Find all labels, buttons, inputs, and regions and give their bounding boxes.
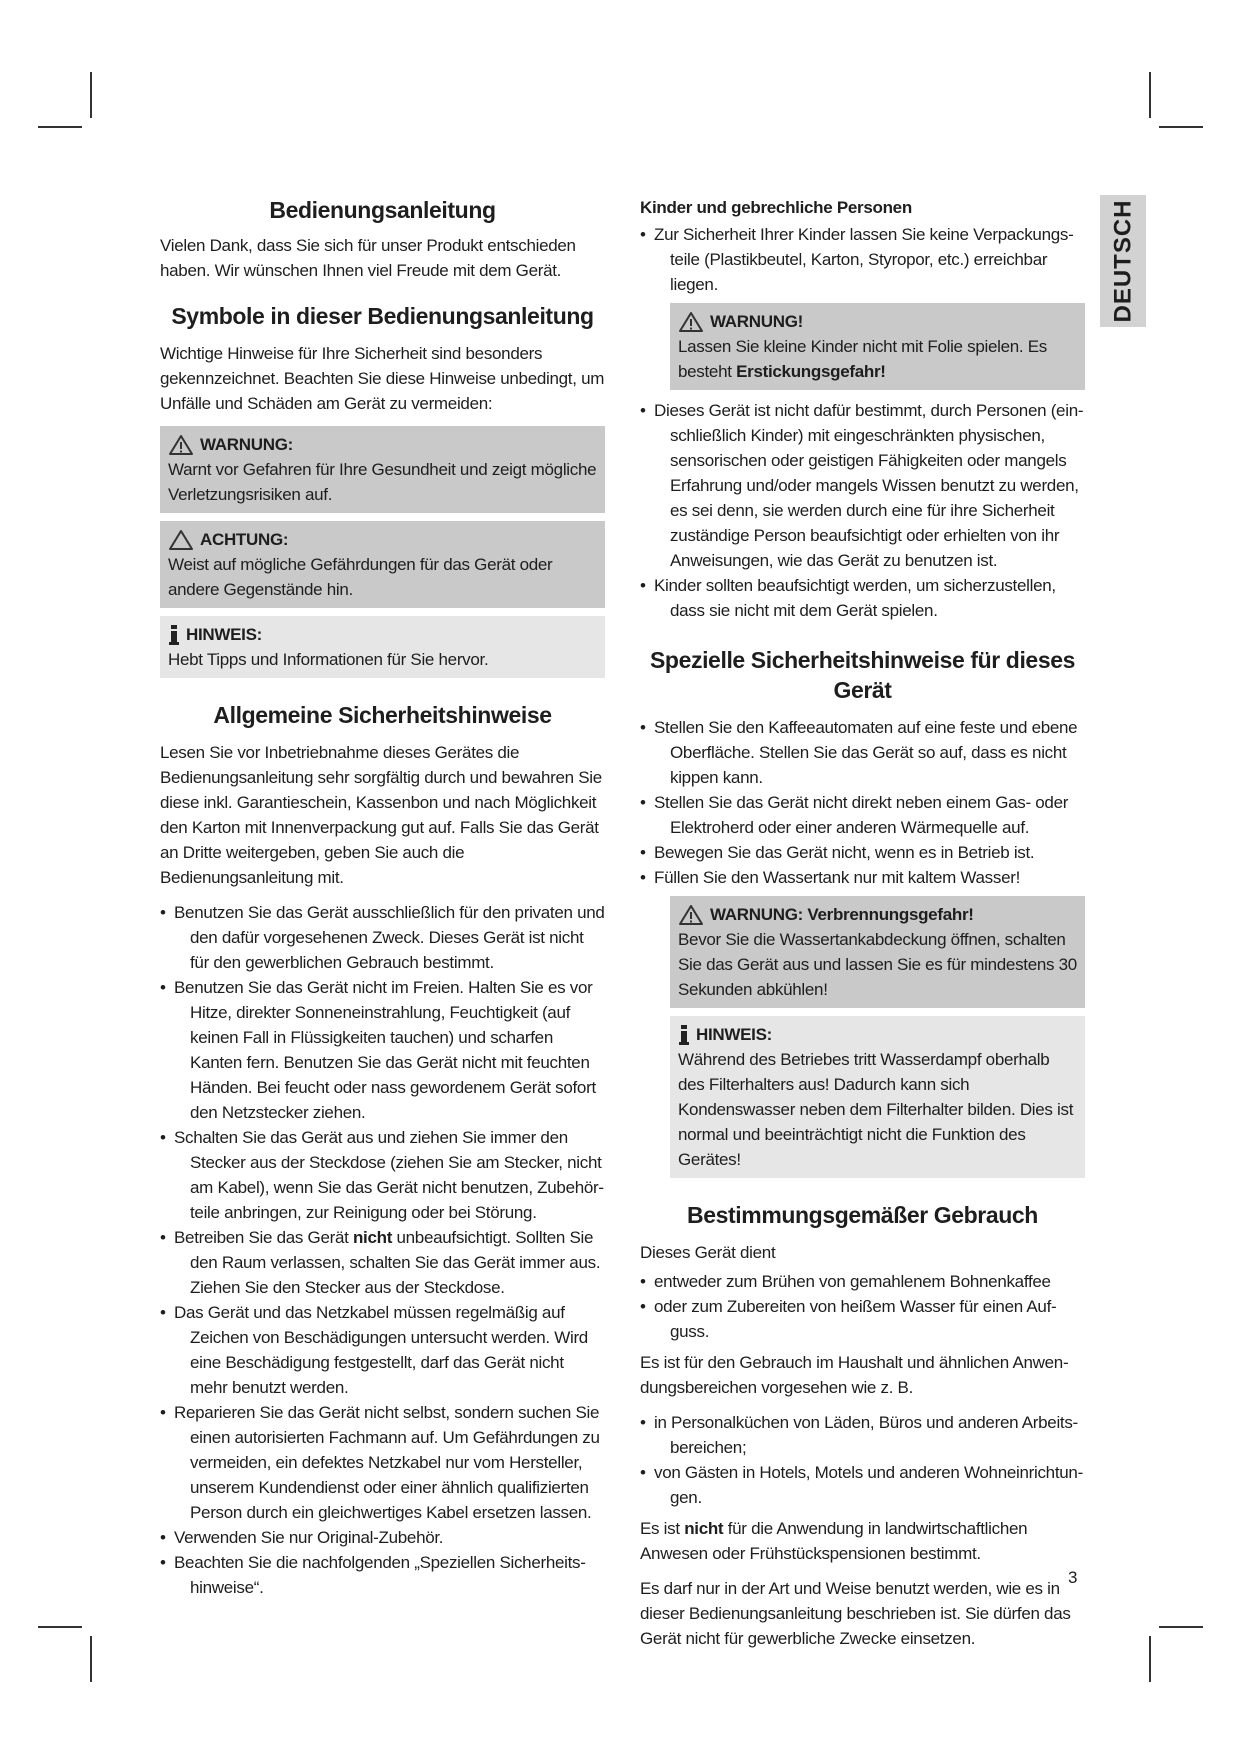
suffocation-warning-box [670, 303, 1085, 390]
children-heading: Kinder und gebrechliche Personen [640, 198, 912, 217]
crop-mark [38, 1626, 82, 1628]
caution-triangle-icon [168, 529, 194, 551]
steam-hint-text: Während des Betriebes tritt Wasserdampf oberhalb des Filterhalters aus! Dadurch kann sich Kondenswasser neben dem Filterhalter bilden. Dies ist normal und beeinträchtigt nicht die Funktion des Gerätes! [678, 1050, 1074, 1169]
list-item-text: Betreiben Sie das Gerät [174, 1228, 353, 1247]
list-item: • Das Gerät und das Netzkabel müssen regelmäßig auf Zeichen von Beschädigungen untersucht werden. Wird eine Beschädigung festgestellt, darf das Gerät nicht mehr benutzt werden. [160, 1300, 605, 1400]
hint-box [160, 616, 605, 678]
list-item: • entweder zum Brühen von gemahlenem Bohnenkaffee [640, 1269, 1085, 1294]
hint-box-header [168, 622, 597, 647]
list-item: • Stellen Sie das Gerät nicht direkt neben einem Gas- oder Elektroherd oder einer anderen Wärmequelle auf. [640, 790, 1085, 840]
steam-hint-box [670, 1016, 1085, 1178]
list-item: • Benutzen Sie das Gerät ausschließlich für den privaten und den dafür vorgesehenen Zweck. Dieses Gerät ist nicht für den gewerblichen Gebrauch bestimmt. [160, 900, 605, 975]
steam-hint-title: HINWEIS: [696, 1025, 772, 1044]
list-item: • Kinder sollten beaufsichtigt werden, um sicherzustellen, dass sie nicht mit dem Gerät spielen. [640, 573, 1085, 623]
language-tab-label: DEUTSCH [1109, 199, 1137, 323]
special-safety-list [640, 715, 1085, 890]
symbols-text: Wichtige Hinweise für Ihre Sicherheit sind besonders gekennzeichnet. Beachten Sie diese Hinweise unbedingt, um Unfälle und Schäden am Gerät zu vermeiden: [160, 344, 605, 413]
general-safety-list [160, 900, 605, 1600]
burn-warning-header [678, 902, 1077, 927]
caution-box-title: ACHTUNG: [200, 530, 289, 549]
warning-box-title: WARNUNG: [200, 435, 293, 454]
caution-box-text: Weist auf mögliche Gefährdungen für das Gerät oder andere Gegenstände hin. [168, 555, 553, 599]
list-item: • von Gästen in Hotels, Motels und anderen Wohneinrichtungen. [640, 1460, 1085, 1510]
caution-box-header [168, 527, 597, 552]
crop-mark [1149, 72, 1151, 118]
not-intended-text [640, 1516, 1085, 1566]
list-item: • oder zum Zubereiten von heißem Wasser für einen Aufguss. [640, 1294, 1085, 1344]
crop-mark [90, 72, 92, 118]
warning-box-header [168, 432, 597, 457]
list-item: • Reparieren Sie das Gerät nicht selbst, sondern suchen Sie einen autorisierten Fachmann auf. Um Gefährdungen zu vermeiden, ein defektes Netzkabel nur vom Hersteller, unserem Kundendienst oder einer ähnlich qualifizierten Person durch ein gleichwertiges Kabel ersetzen lassen. [160, 1400, 605, 1525]
warning-triangle-icon [678, 904, 704, 926]
list-item: • Bewegen Sie das Gerät nicht, wenn es in Betrieb ist. [640, 840, 1085, 865]
manual-title: Bedienungsanleitung [269, 197, 496, 223]
page-number: 3 [1068, 1568, 1078, 1587]
list-item-bold: nicht [352, 1228, 393, 1247]
intended-use-list [640, 1269, 1085, 1344]
crop-mark [1159, 126, 1203, 128]
list-item: • Dieses Gerät ist nicht dafür bestimmt, durch Personen (einschließlich Kinder) mit eingeschränkten physischen, sensorischen oder geistigen Fähigkeiten oder mangels Erfahrung und/oder mangels Wissen benutzt zu werden, es sei denn, sie werden durch eine für ihre Sicherheit zuständige Person beaufsichtigt oder erhielten von ihr Anweisungen, wie das Gerät zu benutzen ist. [640, 398, 1085, 573]
list-item: • Verwenden Sie nur Original-Zubehör. [160, 1525, 605, 1550]
info-icon [678, 1025, 690, 1045]
suffocation-warning-header [678, 309, 1077, 334]
not-intended-text-post: für die Anwendung in landwirtschaftlichen Anwesen oder Frühstückspensionen bestimmt. [640, 1519, 1028, 1563]
warning-triangle-icon [168, 434, 194, 456]
general-safety-heading: Allgemeine Sicherheitshinweise [213, 702, 552, 728]
not-intended-emphasis: nicht [684, 1519, 724, 1538]
burn-warning-box [670, 896, 1085, 1008]
list-item: • Füllen Sie den Wassertank nur mit kaltem Wasser! [640, 865, 1085, 890]
children-list [640, 222, 1085, 297]
right-column [640, 195, 1085, 1661]
hint-box-text: Hebt Tipps und Informationen für Sie hervor. [168, 650, 489, 669]
crop-mark [1159, 1626, 1203, 1628]
symbols-heading: Symbole in dieser Bedienungsanleitung [171, 303, 594, 329]
suffocation-warning-text [678, 334, 1077, 384]
crop-mark [1149, 1636, 1151, 1682]
burn-warning-text: Bevor Sie die Wassertankabdeckung öffnen, schalten Sie das Gerät aus und lassen Sie es für mindestens 30 Sekunden abkühlen! [678, 930, 1077, 999]
suffocation-warning-body: Lassen Sie kleine Kinder nicht mit Folie spielen. Es besteht [678, 337, 1047, 381]
steam-hint-header [678, 1022, 1077, 1047]
intro-text: Vielen Dank, dass Sie sich für unser Produkt entschieden haben. Wir wünschen Ihnen viel Freude mit dem Gerät. [160, 236, 576, 280]
list-item: • Schalten Sie das Gerät aus und ziehen Sie immer den Stecker aus der Steckdose (ziehen Sie am Stecker, nicht am Kabel), wenn Sie das Gerät nicht benutzen, Zubehörteile anbringen, zur Reinigung oder bei Störung. [160, 1125, 605, 1225]
crop-mark [38, 126, 82, 128]
intended-use-heading: Bestimmungsgemäßer Gebrauch [687, 1202, 1038, 1228]
intended-use-areas-list [640, 1410, 1085, 1510]
list-item: • Stellen Sie den Kaffeeautomaten auf eine feste und ebene Oberfläche. Stellen Sie das Gerät so auf, dass es nicht kippen kann. [640, 715, 1085, 790]
warning-box [160, 426, 605, 513]
list-item: • Zur Sicherheit Ihrer Kinder lassen Sie keine Verpackungsteile (Plastikbeutel, Karton, Styropor, etc.) erreichbar liegen. [640, 222, 1085, 297]
not-intended-text-pre: Es ist [640, 1519, 685, 1538]
general-safety-text: Lesen Sie vor Inbetriebnahme dieses Gerätes die Bedienungsanleitung sehr sorgfältig durch und bewahren Sie diese inkl. Garantieschein, Kassenbon und nach Möglichkeit den Karton mit Innenverpackung gut auf. Falls Sie das Gerät an Dritte weitergeben, geben Sie auch die Bedienungsanleitung mit. [160, 743, 602, 887]
burn-warning-title: WARNUNG: Verbrennungsgefahr! [710, 905, 974, 924]
info-icon [168, 625, 180, 645]
warning-box-text: Warnt vor Gefahren für Ihre Gesundheit und zeigt mögliche Verletzungsrisiken auf. [168, 460, 597, 504]
suffocation-warning-emphasis: Erstickungsgefahr! [736, 362, 886, 381]
hint-box-title: HINWEIS: [186, 625, 262, 644]
intended-use-text: Es ist für den Gebrauch im Haushalt und ähnlichen Anwendungsbereichen vorgesehen wie z. B. [640, 1353, 1069, 1397]
warning-triangle-icon [678, 311, 704, 333]
left-column [160, 195, 605, 1606]
list-item: • Beachten Sie die nachfolgenden „Speziellen Sicherheitshinweise“. [160, 1550, 605, 1600]
list-item-text: unbeaufsichtigt. Sollten Sie den Raum verlassen, schalten Sie das Gerät immer aus. Ziehen Sie den Stecker aus der Steckdose. [190, 1228, 601, 1297]
crop-mark [90, 1636, 92, 1682]
intended-use-intro: Dieses Gerät dient [640, 1243, 776, 1262]
caution-box [160, 521, 605, 608]
usage-restriction-text: Es darf nur in der Art und Weise benutzt werden, wie es in dieser Bedienungsanleitung beschrieben ist. Sie dürfen das Gerät nicht für gewerbliche Zwecke einsetzen. [640, 1579, 1071, 1648]
suffocation-warning-title: WARNUNG! [710, 312, 803, 331]
special-safety-heading: Spezielle Sicherheitshinweise für dieses Gerät [649, 647, 1075, 703]
list-item: • Benutzen Sie das Gerät nicht im Freien. Halten Sie es vor Hitze, direkter Sonneneinstrahlung, Feuchtigkeit (auf keinen Fall in Flüssigkeiten tauchen) und scharfen Kanten fern. Benutzen Sie das Gerät nicht mit feuchten Händen. Bei feucht oder nass gewordenem Gerät sofort den Netzstecker ziehen. [160, 975, 605, 1125]
list-item [160, 1225, 605, 1300]
list-item: • in Personalküchen von Läden, Büros und anderen Arbeitsbereichen; [640, 1410, 1085, 1460]
language-tab [1100, 195, 1146, 327]
children-list-continued [640, 398, 1085, 623]
